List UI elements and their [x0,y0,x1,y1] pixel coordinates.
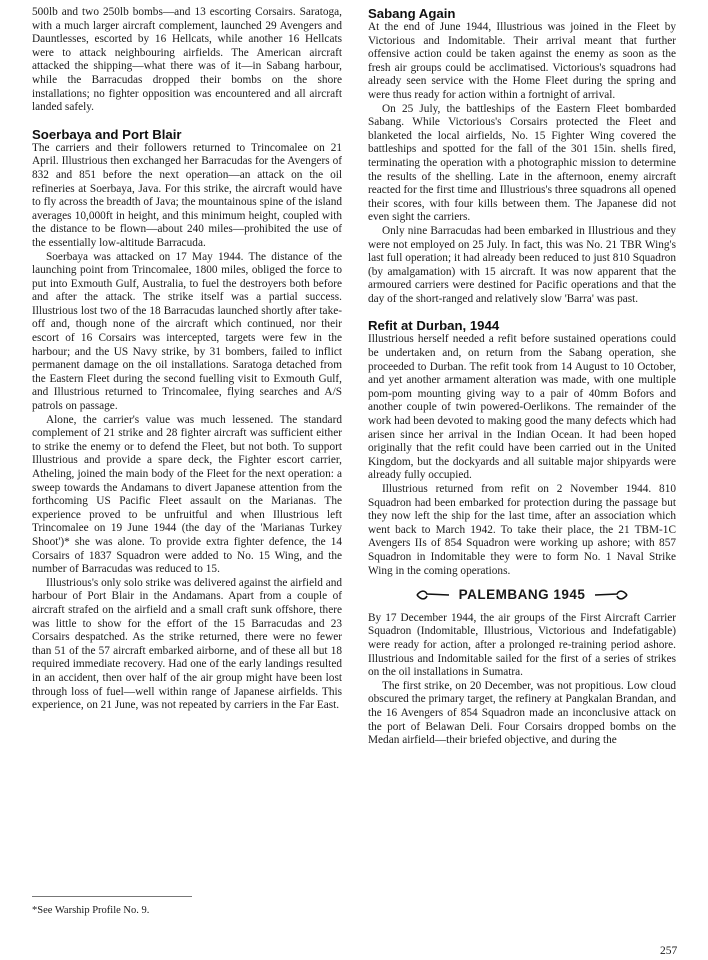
section-heading-sabang: Sabang Again [368,6,456,21]
section-heading-refit: Refit at Durban, 1944 [368,318,500,334]
paragraph: The first strike, on 20 December, was not propitious. Low cloud obscured the primary target, the refinery at Pangkalan Brandan, and the 16 Avengers of 854 Squadron made an inconclusive attack on the port of Belawan Deli. Four Corsairs dropped bombs on the Medan airfield—their briefed objective, and during the [368,679,676,747]
paragraph: Illustrious returned from refit on 2 November 1944. 810 Squadron had been embarked for protection during the passage but they now left the ship for the last time, after an association which went back to March 1942. To take their place, the 21 TBM-1C Avengers IIs of 854 Squadron were working up ashore; with 857 Squadron in Indomitable they were to form No. 1 Naval Strike Wing in the coming operations. [368,483,676,577]
section-heading-soerbaya: Soerbaya and Port Blair [32,126,182,142]
right-column [368,6,676,748]
paragraph: On 25 July, the battleships of the Eastern Fleet bombarded Sabang. While Victorious's Corsairs protected the Fleet and blanketed the local airfields, No. 15 Fighter Wing covered the battleships and spotted for the fall of the 301 15in. shells fired, terminating the operation with a photographic mission to determine the results of the shelling. Late in the afternoon, enemy aircraft reacted for the first time and Illustrious's three squadrons all opened their scores, with four kills between them. The Japanese did not even sight the carriers. [368,102,676,224]
footnote-divider [32,896,192,897]
ornament-left-icon [415,589,451,601]
paragraph: Illustrious's only solo strike was delivered against the airfield and harbour of Port Blair in the Andamans. Apart from a couple of aircraft strafed on the airfield and a small craft sunk offshore, there was little to show for the effort of the 15 Barracudas and 23 Corsairs despatched. As the strike returned, there were no fewer than 51 of the 57 aircraft embarked airborne, and of these all but 18 required immediate recovery. Had one of the early landings resulted in an accident, then over half of the air group might have been lost through loss of fuel—well within range of Japanese airfields. This experience, on 21 June, was not repeated by carriers in the Far East. [32,576,343,712]
chapter-heading [368,588,676,602]
paragraph: Only nine Barracudas had been embarked in Illustrious and they were not employed on 25 July. In fact, this was No. 21 TBR Wing's last full operation; it had already been reduced to just 810 Squadron (by amalgamation) with 15 aircraft. It was now apparent that the armoured carriers were destined for Pacific operations and that the day of the short-ranged and relatively slow 'Barra' was past. [368,224,676,305]
left-column [32,6,342,713]
paragraph: By 17 December 1944, the air groups of the First Aircraft Carrier Squadron (Indomitable, Illustrious, Victorious and Indefatigable) were ready for action, after a prolonged re-training period ashore. Illustrious and Indomitable sailed for the first of a series of strikes on the oil installations in Sumatra. [368,611,676,679]
paragraph: The carriers and their followers returned to Trincomalee on 21 April. Illustrious then exchanged her Barracudas for the Avengers of 832 and 851 before the next operation—an attack on the oil refineries at Soerbaya, Java. For this strike, the aircraft would have to fly across the breadth of Java; the mountainous spine of the island averages 10,000ft in height, and this minimum height, coupled with the distance to be flown—about 240 miles—prohibited the use of the essentially low-altitude Barracuda. [32,141,342,249]
paragraph: Illustrious herself needed a refit before sustained operations could be undertaken and, on return from the Sabang operation, she proceeded to Durban. The refit took from 14 August to 10 October, and yet another armament alteration was made, with one multiple pom-pom mounting giving way to a pair of 40mm Bofors and another couple of twin powered-Oerlikons. The remainder of the work had been devoted to making good the many defects which had arisen since her arrival in the Indian Ocean. It had been hoped originally that the refit could have been carried out in the United Kingdom, but the dockyards and all suitable major shipyards were already fully occupied. [368,333,676,482]
chapter-title: PALEMBANG 1945 [458,587,586,603]
page-number: 257 [660,945,678,957]
ornament-right-icon [593,589,629,601]
paragraph: 500lb and two 250lb bombs—and 13 escorting Corsairs. Saratoga, with a much larger aircraft complement, launched 29 Avengers and Dauntlesses, escorted by 16 Hellcats, while another 16 Hellcats were to attack neighbouring airfields. The American aircraft attacked the shipping—what there was of it—in Sabang harbour, while the Barracudas dropped their bombs on the shore installations; no fighter opposition was encountered and all aircraft landed safely. [32,6,342,114]
paragraph: At the end of June 1944, Illustrious was joined in the Fleet by Victorious and Indomitable. Their arrival meant that further offensive action could be taken against the enemy as soon as the fresh air groups could be acclimatised. Victorious's squadrons had already seen service with the Home Fleet during the spring and were thus ready for action within a fortnight of arrival. [368,21,676,101]
paragraph: Soerbaya was attacked on 17 May 1944. The distance of the launching point from Trincomalee, 1800 miles, obliged the force to put into Exmouth Gulf, Australia, to fuel the destroyers both before and after the attack. The strike itself was a partial success. Illustrious lost two of the 18 Barracudas launched shortly after take-off and, though none of the aircraft which continued, nor their escort of 16 Corsairs was intercepted, targets were few in the harbour; and the US Navy strike, by 31 bombers, failed to inflict permanent damage on the oil installations. Saratoga detached from the Eastern Fleet during the second fuelling visit to Exmouth Gulf, and Illustrious returned to Trincomalee, flying searches and A/S patrols on passage. [32,250,342,413]
footnote: *See Warship Profile No. 9. [32,905,150,916]
paragraph: Alone, the carrier's value was much lessened. The standard complement of 21 strike and 28 fighter aircraft was sufficient either to strike the enemy or to defend the Fleet, but not both. To support Illustrious and provide a spare deck, the Fighter escort carrier, Atheling, joined the main body of the Fleet for the next operation: a sweep towards the Andamans to divert Japanese attention from the forthcoming US Pacific Fleet assault on the Marianas. The experience proved to be unfruitful and when Illustrious left Trincomalee on 19 June 1944 (the day of the 'Marianas Turkey Shoot')* she was alone. To provide extra fighter defence, the 14 Corsairs of 1837 Squadron were added to No. 15 Wing, and the number of Barracudas was reduced to 15. [32,413,342,576]
